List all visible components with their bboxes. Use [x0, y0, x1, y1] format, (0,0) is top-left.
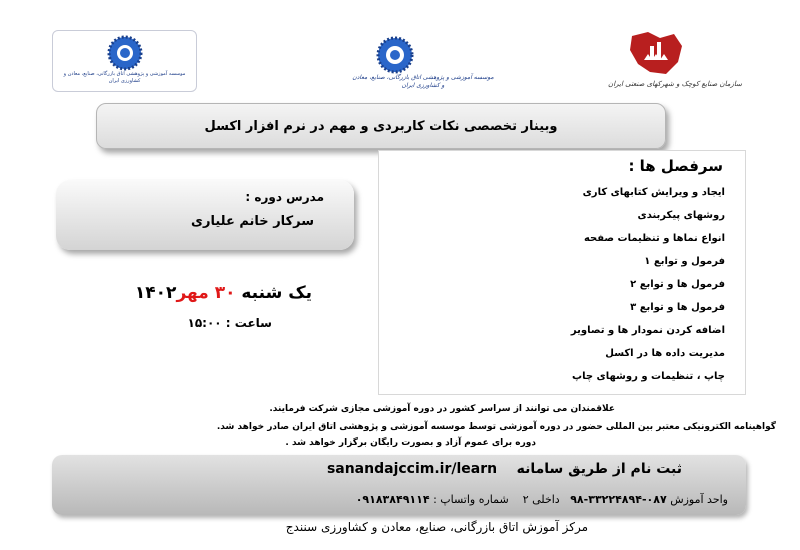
- chamber-logo: [338, 36, 498, 106]
- instructor-card: [56, 180, 354, 250]
- middle-logo-caption: موسسه آموزشی و پژوهشی اتاق بازرگانی، صنایع، معادن و کشاورزی ایران: [352, 74, 494, 89]
- headings-list: [395, 181, 725, 388]
- list-item: اضافه کردن نمودار ها و تصاویر: [570, 325, 725, 336]
- event-date: [135, 283, 312, 303]
- note-participation: علاقمندان می توانند از سراسر کشور در دوره آموزشی مجازی شرکت فرمایند.: [269, 404, 615, 414]
- webinar-title: وبینار تخصصی نکات کاربردی و مهم در نرم افزار اکسل: [96, 103, 666, 149]
- course-headings: [378, 150, 746, 395]
- phone-label: واحد آموزش: [670, 493, 728, 506]
- date-day: یک شنبه: [241, 283, 312, 303]
- registration-line: [327, 461, 682, 477]
- list-item: انواع نماها و تنظیمات صفحه: [583, 233, 725, 244]
- note-certificate: گواهینامه الکترونیکی معتبر بین المللی حضور در دوره آموزشی توسط موسسه آموزشی و پژوهشی اتاق ایران صادر خواهد شد.: [216, 422, 776, 432]
- footer-org: مرکز آموزش اتاق بازرگانی، صنایع، معادن و کشاورزی سنندج: [285, 520, 588, 534]
- contact-line: [356, 493, 728, 506]
- extension-label: داخلی: [532, 493, 560, 506]
- list-item: ایجاد و ویرایش کتابهای کاری: [582, 187, 725, 198]
- left-logo-caption: موسسه آموزشی و پژوهشی اتاق بازرگانی، صنایع، معادن و کشاورزی ایران: [63, 71, 186, 84]
- instructor-label: مدرس دوره :: [245, 190, 324, 204]
- list-item: فرمول ها و توابع ۳: [630, 302, 725, 313]
- iran-map-factory-icon: [626, 28, 686, 78]
- extension-number: ۲: [522, 493, 529, 506]
- event-time: ساعت : ۱۵:۰۰: [187, 316, 272, 330]
- list-item: روشهای پیکربندی: [637, 210, 725, 221]
- registration-prefix: ثبت نام از طریق سامانه: [516, 461, 682, 477]
- whatsapp-label: شماره واتساپ :: [433, 493, 509, 506]
- right-logo-caption: سازمان صنایع کوچک و شهرکهای صنعتی ایران: [608, 80, 742, 88]
- date-year: ۱۴۰۲: [134, 283, 177, 303]
- instructor-name: سرکار خانم علیاری: [191, 214, 314, 229]
- list-item: فرمول ها و توابع ۲: [630, 279, 725, 290]
- registration-box: [52, 455, 746, 515]
- industrial-estates-logo: [600, 28, 750, 98]
- date-highlight: ۳۰ مهر: [176, 283, 236, 303]
- list-item: مدیریت داده ها در اکسل: [605, 348, 725, 359]
- chamber-emblem-icon: [370, 36, 420, 74]
- list-item: چاپ ، تنظیمات و روشهای چاپ: [572, 371, 725, 382]
- whatsapp-number: ۰۹۱۸۳۸۴۹۱۱۴: [355, 493, 430, 506]
- list-item: فرمول و توابع ۱: [644, 256, 725, 267]
- training-institute-logo: [52, 30, 197, 92]
- headings-title: سرفصل ها :: [628, 157, 723, 175]
- registration-url[interactable]: sanandajccim.ir/learn: [326, 461, 498, 477]
- note-free: دوره برای عموم آزاد و بصورت رایگان برگزار خواهد شد .: [285, 438, 536, 448]
- chamber-emblem-icon: [103, 35, 147, 71]
- phone-number: ۰۸۷-۳۳۲۲۴۸۹۴-۹۸: [570, 493, 667, 506]
